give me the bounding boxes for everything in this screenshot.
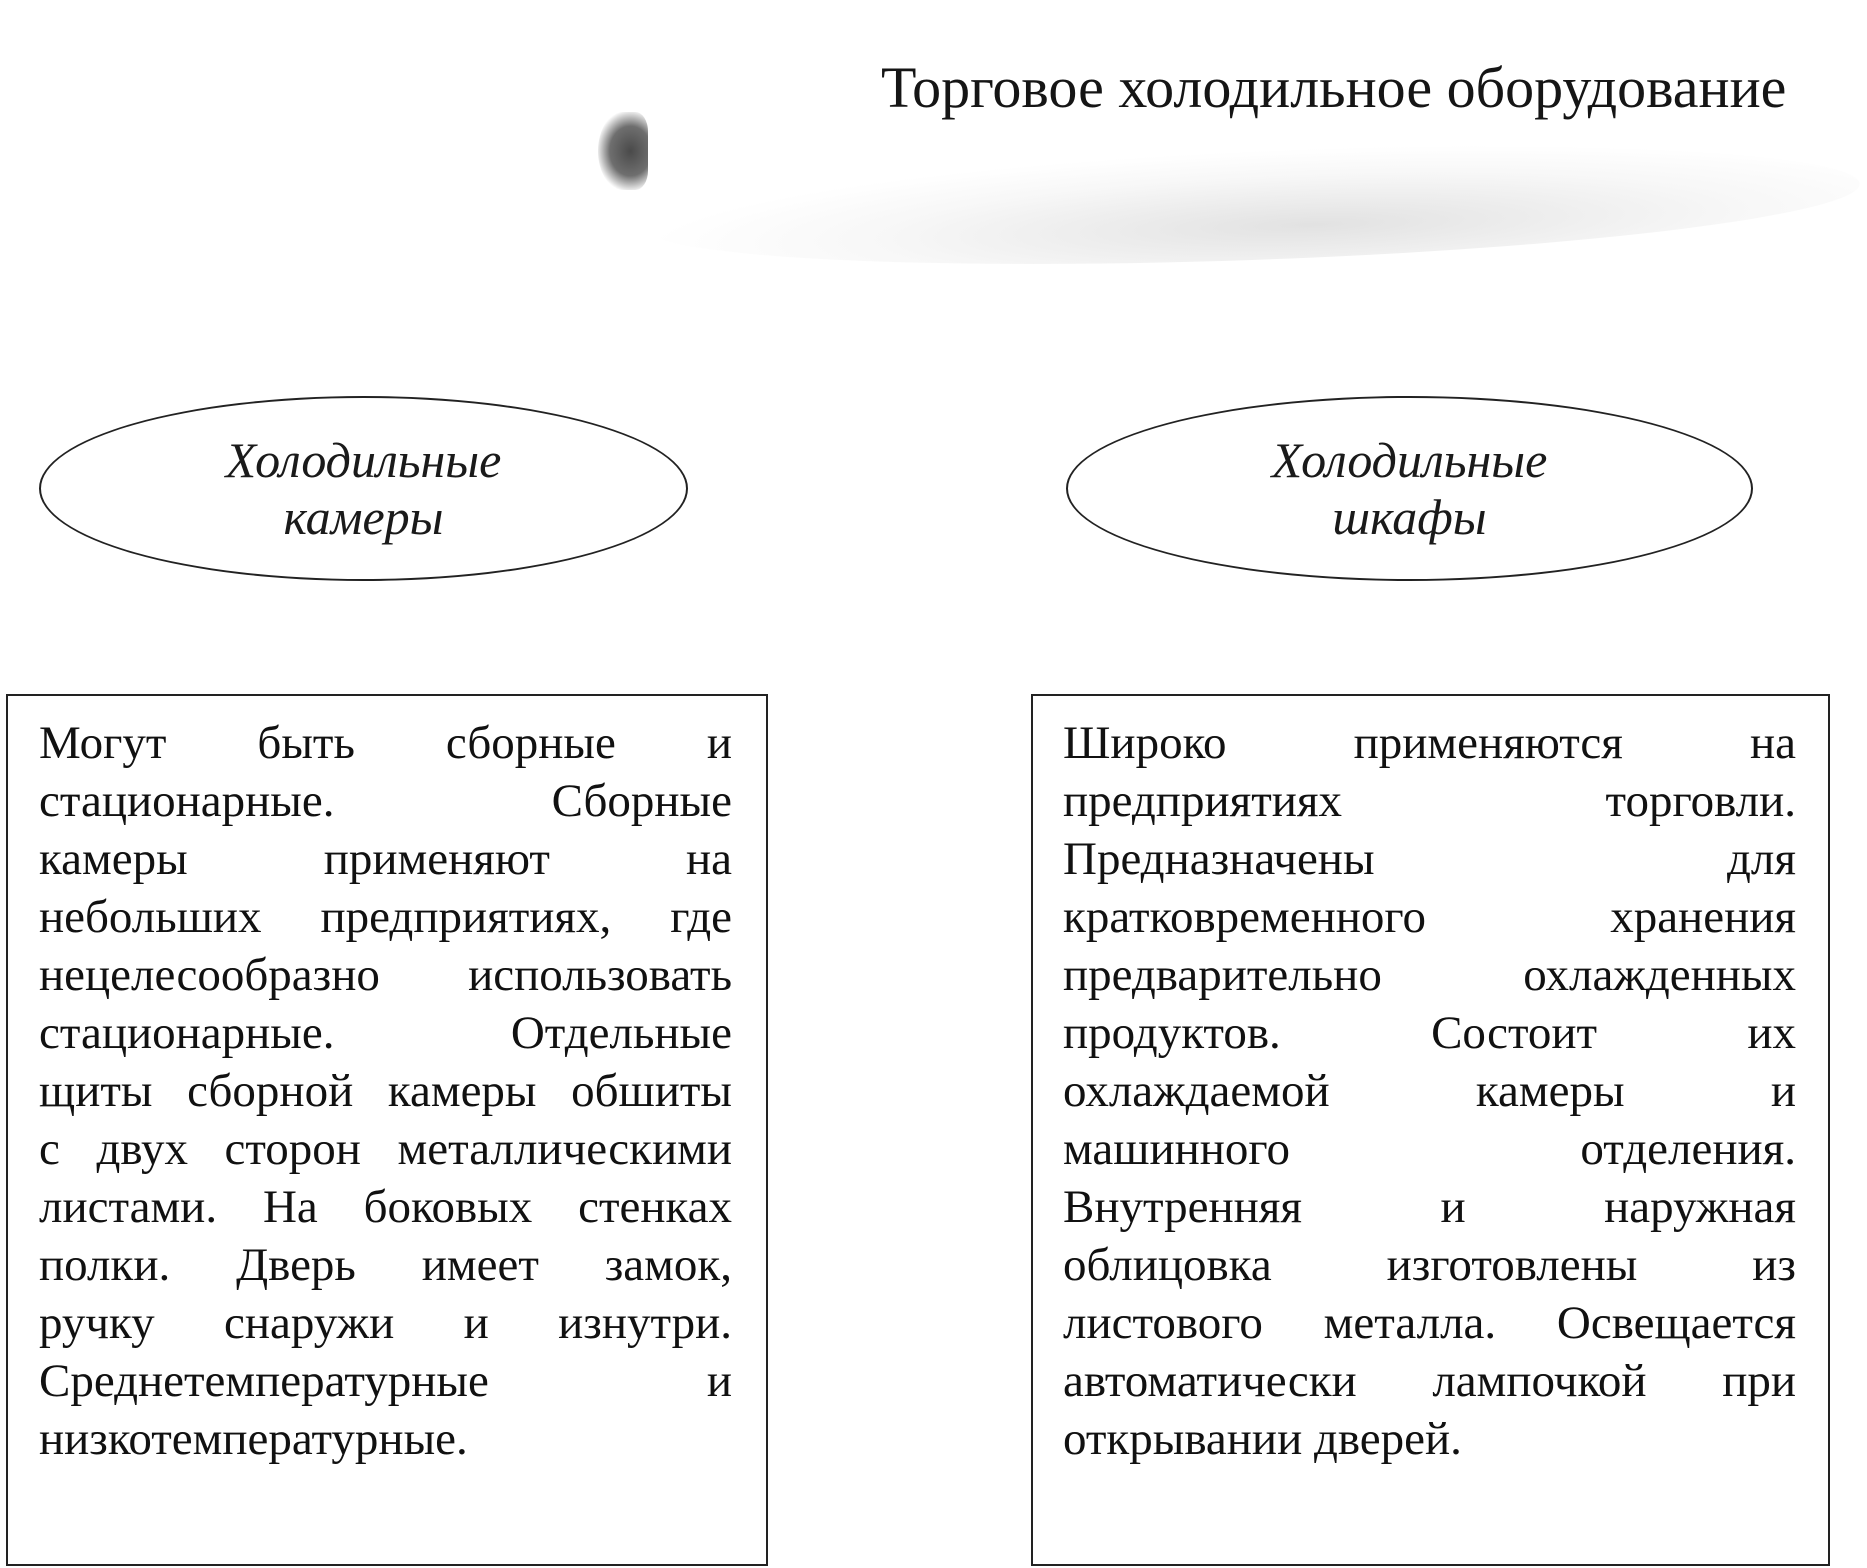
ellipse-label-line: Холодильные: [225, 431, 502, 488]
description-line: стационарные. Отдельные: [39, 1007, 732, 1059]
description-line: листового металла. Освещается: [1063, 1297, 1796, 1349]
description-line: ручку снаружи и изнутри.: [39, 1297, 732, 1349]
description-line: предварительно охлажденных: [1063, 949, 1796, 1001]
description-line: открывании дверей.: [1063, 1413, 1462, 1465]
category-ellipse-cold-rooms: [39, 396, 688, 581]
ellipse-label-line: Холодильные: [1271, 431, 1548, 488]
scan-smudge-band: [638, 129, 1861, 282]
description-box-cold-rooms: [6, 694, 768, 1566]
description-line: камеры применяют на: [39, 833, 732, 885]
description-line: Могут быть сборные и: [39, 717, 732, 769]
description-line: небольших предприятиях, где: [39, 891, 732, 943]
description-line: нецелесообразно использовать: [39, 949, 732, 1001]
description-line: Предназначены для: [1063, 833, 1796, 885]
description-line: щиты сборной камеры обшиты: [39, 1065, 732, 1117]
description-line: полки. Дверь имеет замок,: [39, 1239, 732, 1291]
description-line: предприятиях торговли.: [1063, 775, 1796, 827]
description-box-cold-cabinets: [1031, 694, 1830, 1566]
description-line: с двух сторон металлическими: [39, 1123, 732, 1175]
description-line: кратковременного хранения: [1063, 891, 1796, 943]
description-line: продуктов. Состоит их: [1063, 1007, 1796, 1059]
category-ellipse-cold-cabinets: [1066, 396, 1753, 581]
description-line: листами. На боковых стенках: [39, 1181, 732, 1233]
description-line: стационарные. Сборные: [39, 775, 732, 827]
description-line: низкотемпературные.: [39, 1413, 468, 1465]
description-line: машинного отделения.: [1063, 1123, 1796, 1175]
description-line: Внутренняя и наружная: [1063, 1181, 1796, 1233]
ellipse-label-line: шкафы: [1332, 488, 1487, 545]
diagram-title: Торговое холодильное оборудование: [881, 55, 1787, 120]
description-line: Среднетемпературные и: [39, 1355, 732, 1407]
description-line: охлаждаемой камеры и: [1063, 1065, 1796, 1117]
scan-smudge-mark: [598, 112, 648, 190]
description-line: Широко применяются на: [1063, 717, 1796, 769]
ellipse-label-line: камеры: [283, 488, 444, 545]
description-line: облицовка изготовлены из: [1063, 1239, 1796, 1291]
description-line: автоматически лампочкой при: [1063, 1355, 1796, 1407]
